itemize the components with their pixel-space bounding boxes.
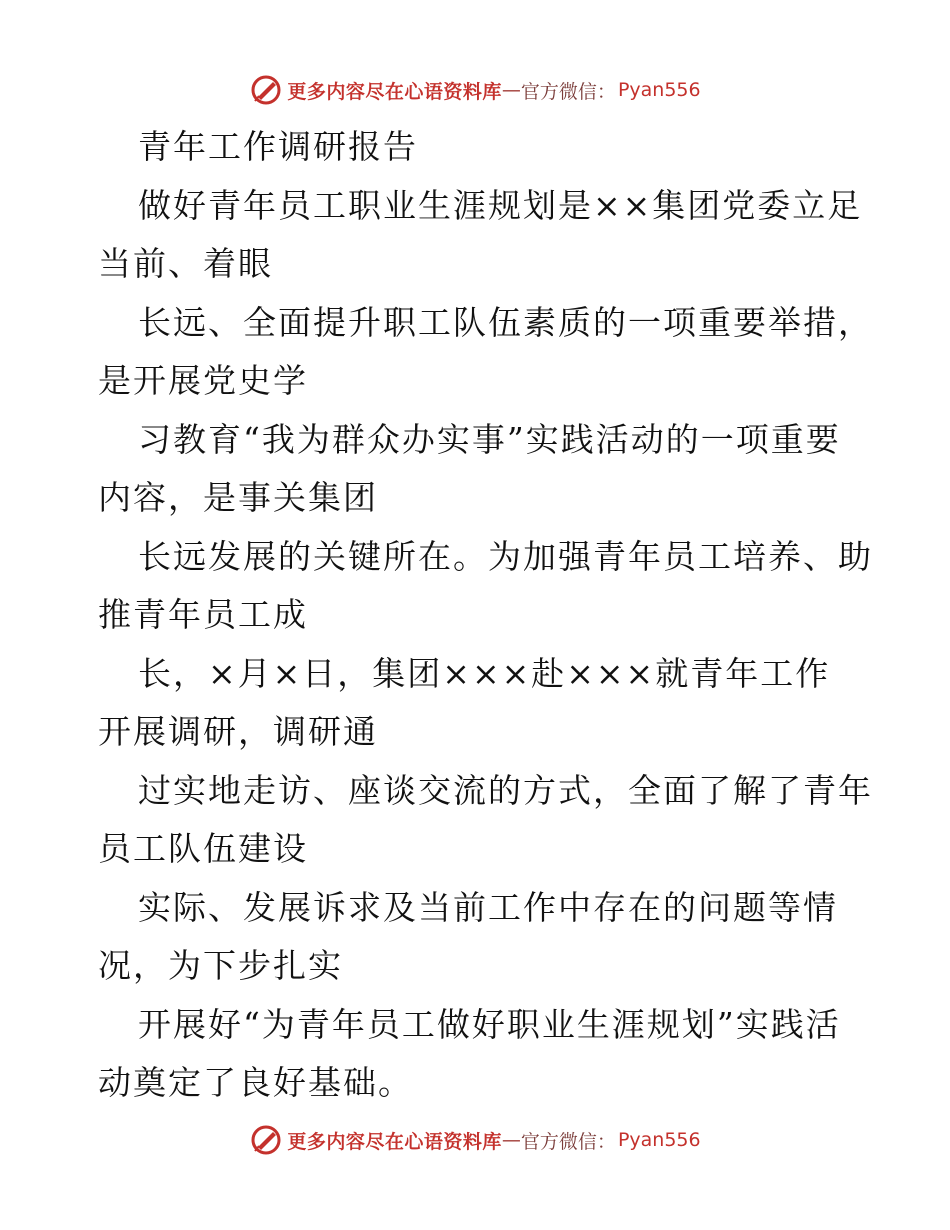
header-watermark-banner <box>0 70 950 110</box>
banner-wechat-id: Pyan556 <box>617 79 701 101</box>
document-line: 实际、发展诉求及当前工作中存在的问题等情 <box>138 887 838 927</box>
document-title: 青年工作调研报告 <box>138 127 418 166</box>
document-line: 长远、全面提升职工队伍素质的一项重要举措， <box>138 302 873 342</box>
quill-seal-icon <box>249 1123 283 1157</box>
document-line: 当前、着眼 <box>98 244 273 283</box>
banner-wechat-id: Pyan556 <box>617 1129 701 1151</box>
document-line: 长远发展的关键所在。为加强青年员工培养、助 <box>138 536 873 576</box>
document-line: 是开展党史学 <box>98 361 308 400</box>
document-line: 动奠定了良好基础。 <box>98 1063 413 1102</box>
document-line: 员工队伍建设 <box>98 829 308 868</box>
document-line: 做好青年员工职业生涯规划是××集团党委立足 <box>138 185 863 225</box>
document-line: 习教育“我为群众办实事”实践活动的一项重要 <box>138 419 841 459</box>
banner-wechat-label: 官方微信： <box>520 1130 616 1153</box>
document-line: 长，×月×日，集团×××赴×××就青年工作 <box>138 653 831 693</box>
banner-wechat-label: 官方微信： <box>520 80 616 103</box>
document-line: 开展好“为青年员工做好职业生涯规划”实践活 <box>138 1004 841 1044</box>
document-line: 推青年员工成 <box>98 595 308 634</box>
document-line: 过实地走访、座谈交流的方式，全面了解了青年 <box>138 770 873 810</box>
document-line: 况，为下步扎实 <box>98 946 343 985</box>
document-line: 开展调研，调研通 <box>98 712 378 751</box>
banner-site-text: 更多内容尽在心语资料库 <box>287 80 502 103</box>
document-line: 内容，是事关集团 <box>98 478 378 517</box>
banner-site-text: 更多内容尽在心语资料库 <box>287 1130 502 1153</box>
document-body <box>98 118 873 1113</box>
quill-seal-icon <box>249 73 283 107</box>
banner-separator: — <box>501 1129 521 1151</box>
banner-separator: — <box>501 79 521 101</box>
footer-watermark-banner <box>0 1120 950 1160</box>
